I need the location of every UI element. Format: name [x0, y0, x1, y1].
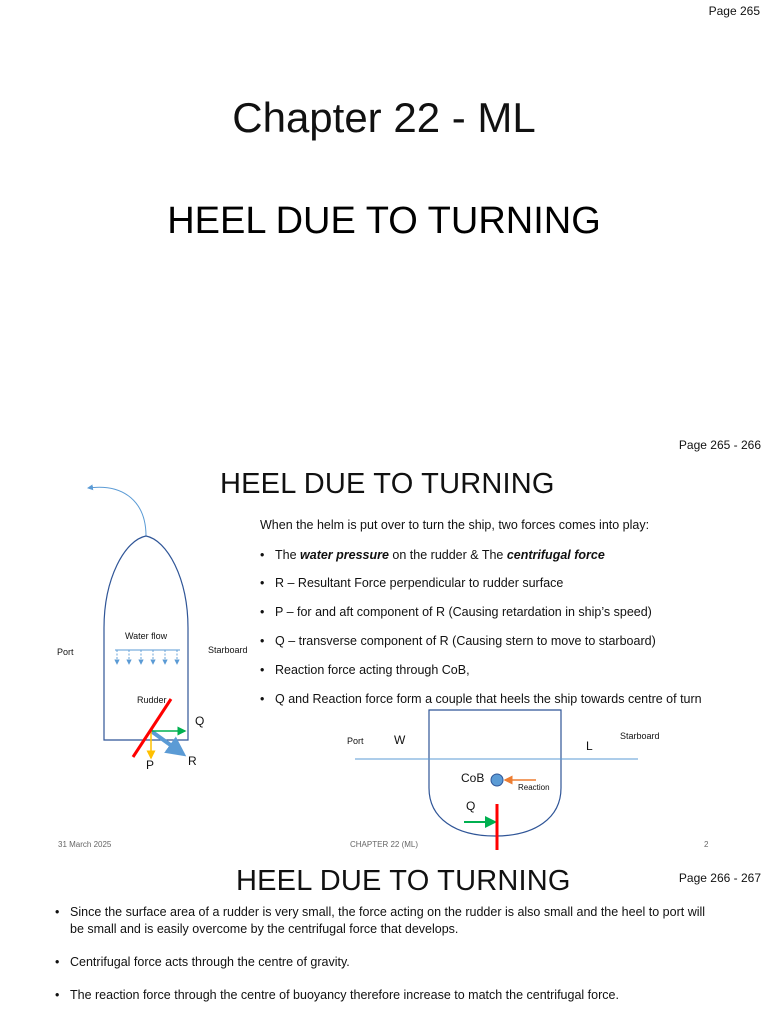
r-label: R — [188, 754, 197, 768]
list-item: • Q and Reaction force form a couple that heels the ship towards centre of turn — [260, 691, 715, 708]
p-label: P — [146, 758, 155, 772]
slide-title: HEEL DUE TO TURNING — [236, 865, 571, 897]
w-label: W — [394, 733, 406, 747]
footer-chapter: CHAPTER 22 (ML) — [350, 840, 419, 849]
cob-label: CoB — [461, 771, 485, 785]
starboard-label: Starboard — [208, 645, 248, 655]
bullet-list — [260, 547, 720, 708]
list-item: • Q – transverse component of R (Causing stern to move to starboard) — [260, 633, 720, 650]
list-item: • Since the surface area of a rudder is very small, the force acting on the rudder is also small and the heel to port will be small and is easily overcome by the centrifugal force that develops. — [55, 904, 715, 938]
port-label: Port — [57, 647, 74, 657]
slide-title: HEEL DUE TO TURNING — [220, 468, 555, 500]
starboard-label: Starboard — [620, 731, 660, 741]
list-item: • P – for and aft component of R (Causing retardation in ship’s speed) — [260, 604, 720, 621]
list-item: • Centrifugal force acts through the centre of gravity. — [55, 954, 715, 971]
list-item: • R – Resultant Force perpendicular to rudder surface — [260, 575, 720, 592]
bullet-text: The — [275, 548, 301, 562]
list-item — [260, 547, 720, 564]
q-label: Q — [195, 714, 205, 728]
port-label: Port — [347, 736, 364, 746]
emphasis-text: water pressure — [300, 548, 389, 562]
water-flow-arrows — [115, 650, 180, 664]
l-label: L — [586, 739, 593, 753]
list-item: • The reaction force through the centre of buoyancy therefore increase to match the centrifugal force. — [55, 987, 715, 1004]
emphasis-text: centrifugal force — [506, 548, 605, 562]
bullet-text: on the rudder & The — [388, 548, 507, 562]
ship-plan-diagram — [0, 478, 250, 778]
cob-marker — [491, 774, 503, 786]
intro-text: When the helm is put over to turn the ship, two forces comes into play: — [260, 518, 650, 532]
rudder-label: Rudder — [137, 695, 167, 705]
footer-date: 31 March 2025 — [58, 840, 112, 849]
force-r-arrow — [151, 731, 183, 754]
ship-section-diagram — [340, 700, 650, 852]
chapter-title: Chapter 22 - ML — [232, 94, 536, 141]
list-item: • Reaction force acting through CoB, — [260, 662, 720, 679]
q-label: Q — [466, 799, 476, 813]
water-flow-label: Water flow — [125, 631, 168, 641]
rudder-line — [133, 699, 171, 757]
reaction-label: Reaction — [518, 783, 550, 792]
bullet-list — [55, 904, 715, 1004]
footer-slide-number: 2 — [704, 840, 709, 849]
page-label: Page 265 — [708, 4, 760, 18]
main-title: HEEL DUE TO TURNING — [167, 200, 601, 242]
page-label: Page 266 - 267 — [678, 871, 761, 885]
hull-section — [429, 710, 561, 836]
turn-path-arrow — [88, 487, 146, 536]
page-label: Page 265 - 266 — [678, 438, 761, 452]
